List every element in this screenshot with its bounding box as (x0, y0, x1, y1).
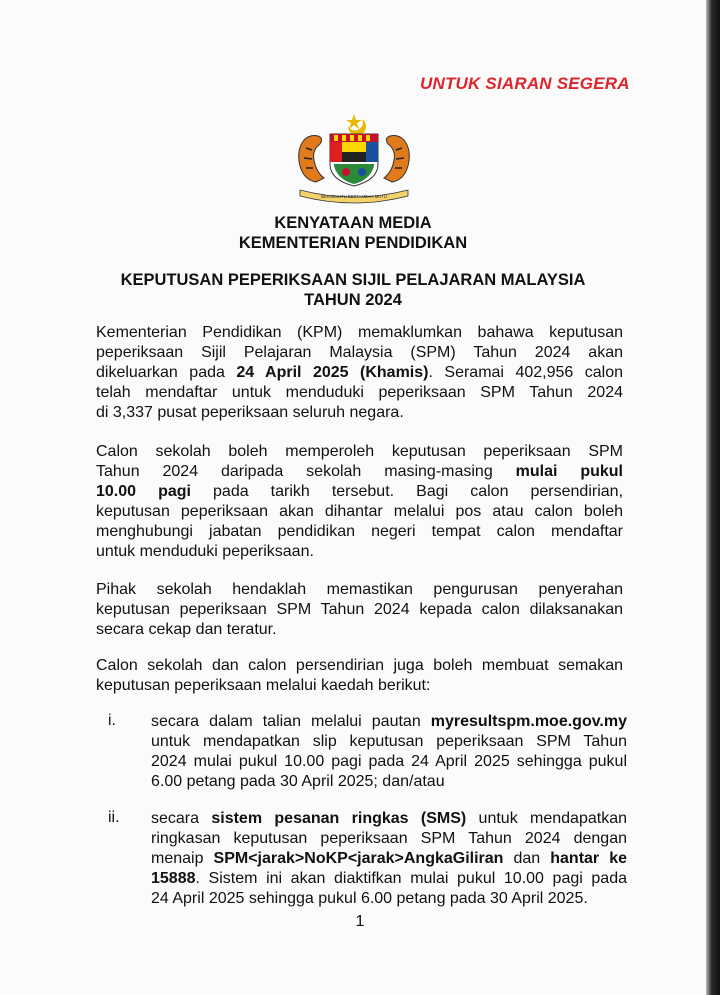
list-item-online: secara dalam talian melalui pautan myresultspm.moe.gov.my untuk mendapatkan slip keputusan peperiksaan SPM Tahun 2024 mulai pukul 10.00 pagi pada 24 April 2025 sehingga pukul 6.00 petang pada 30 April 2025; dan/atau (151, 713, 627, 790)
malaysia-coat-of-arms-icon (290, 112, 418, 206)
page-number: 1 (355, 913, 365, 930)
list-item-sms: secara sistem pesanan ringkas (SMS) untuk mendapatkan ringkasan keputusan peperiksaan SPM Tahun 2024 dengan menaip SPM<jarak>NoKP<jarak>AngkaGiliran dan hantar ke 15888. Sistem ini akan diaktifkan mulai pukul 10.00 pagi pada 24 April 2025 sehingga pukul 6.00 petang pada 30 April 2025. (151, 810, 627, 907)
paragraph-school-duty: Pihak sekolah hendaklah memastikan pengurusan penyerahan keputusan peperiksaan SPM Tahun 2024 kepada calon dilaksanakan secara cekap dan teratur. (96, 581, 623, 638)
media-statement-title: KENYATAAN MEDIA KEMENTERIAN PENDIDIKAN (238, 214, 468, 252)
svg-text:BERSEKUTU BERTAMBAH MUTU: BERSEKUTU BERTAMBAH MUTU (321, 194, 387, 199)
paragraph-collection: Calon sekolah boleh memperoleh keputusan peperiksaan SPM Tahun 2024 daripada sekolah masing-masing mulai pukul 10.00 pagi pada tarikh tersebut. Bagi calon persendirian, keputusan peperiksaan akan dihantar melalui pos atau calon boleh menghubungi jabatan pendidikan negeri tempat calon mendaftar untuk menduduki peperiksaan. (96, 443, 624, 560)
list-item-number: i. (108, 712, 116, 729)
result-url-link[interactable]: myresultspm.moe.gov.my (430, 713, 627, 730)
release-label: UNTUK SIARAN SEGERA (420, 74, 630, 93)
paragraph-announcement: Kementerian Pendidikan (KPM) memaklumkan bahawa keputusan peperiksaan Sijil Pelajaran Malaysia (SPM) Tahun 2024 akan dikeluarkan pada 24 April 2025 (Khamis). Seramai 402,956 calon telah mendaftar untuk menduduki peperiksaan SPM Tahun 2024 di 3,337 pusat peperiksaan seluruh negara. (96, 324, 624, 421)
paragraph-methods-intro: Calon sekolah dan calon persendirian juga boleh membuat semakan keputusan peperiksaan melalui kaedah berikut: (96, 657, 623, 694)
page-edge-shadow (706, 0, 720, 995)
exam-results-title: KEPUTUSAN PEPERIKSAAN SIJIL PELAJARAN MALAYSIA TAHUN 2024 (120, 271, 586, 309)
list-item-number: ii. (108, 809, 120, 826)
